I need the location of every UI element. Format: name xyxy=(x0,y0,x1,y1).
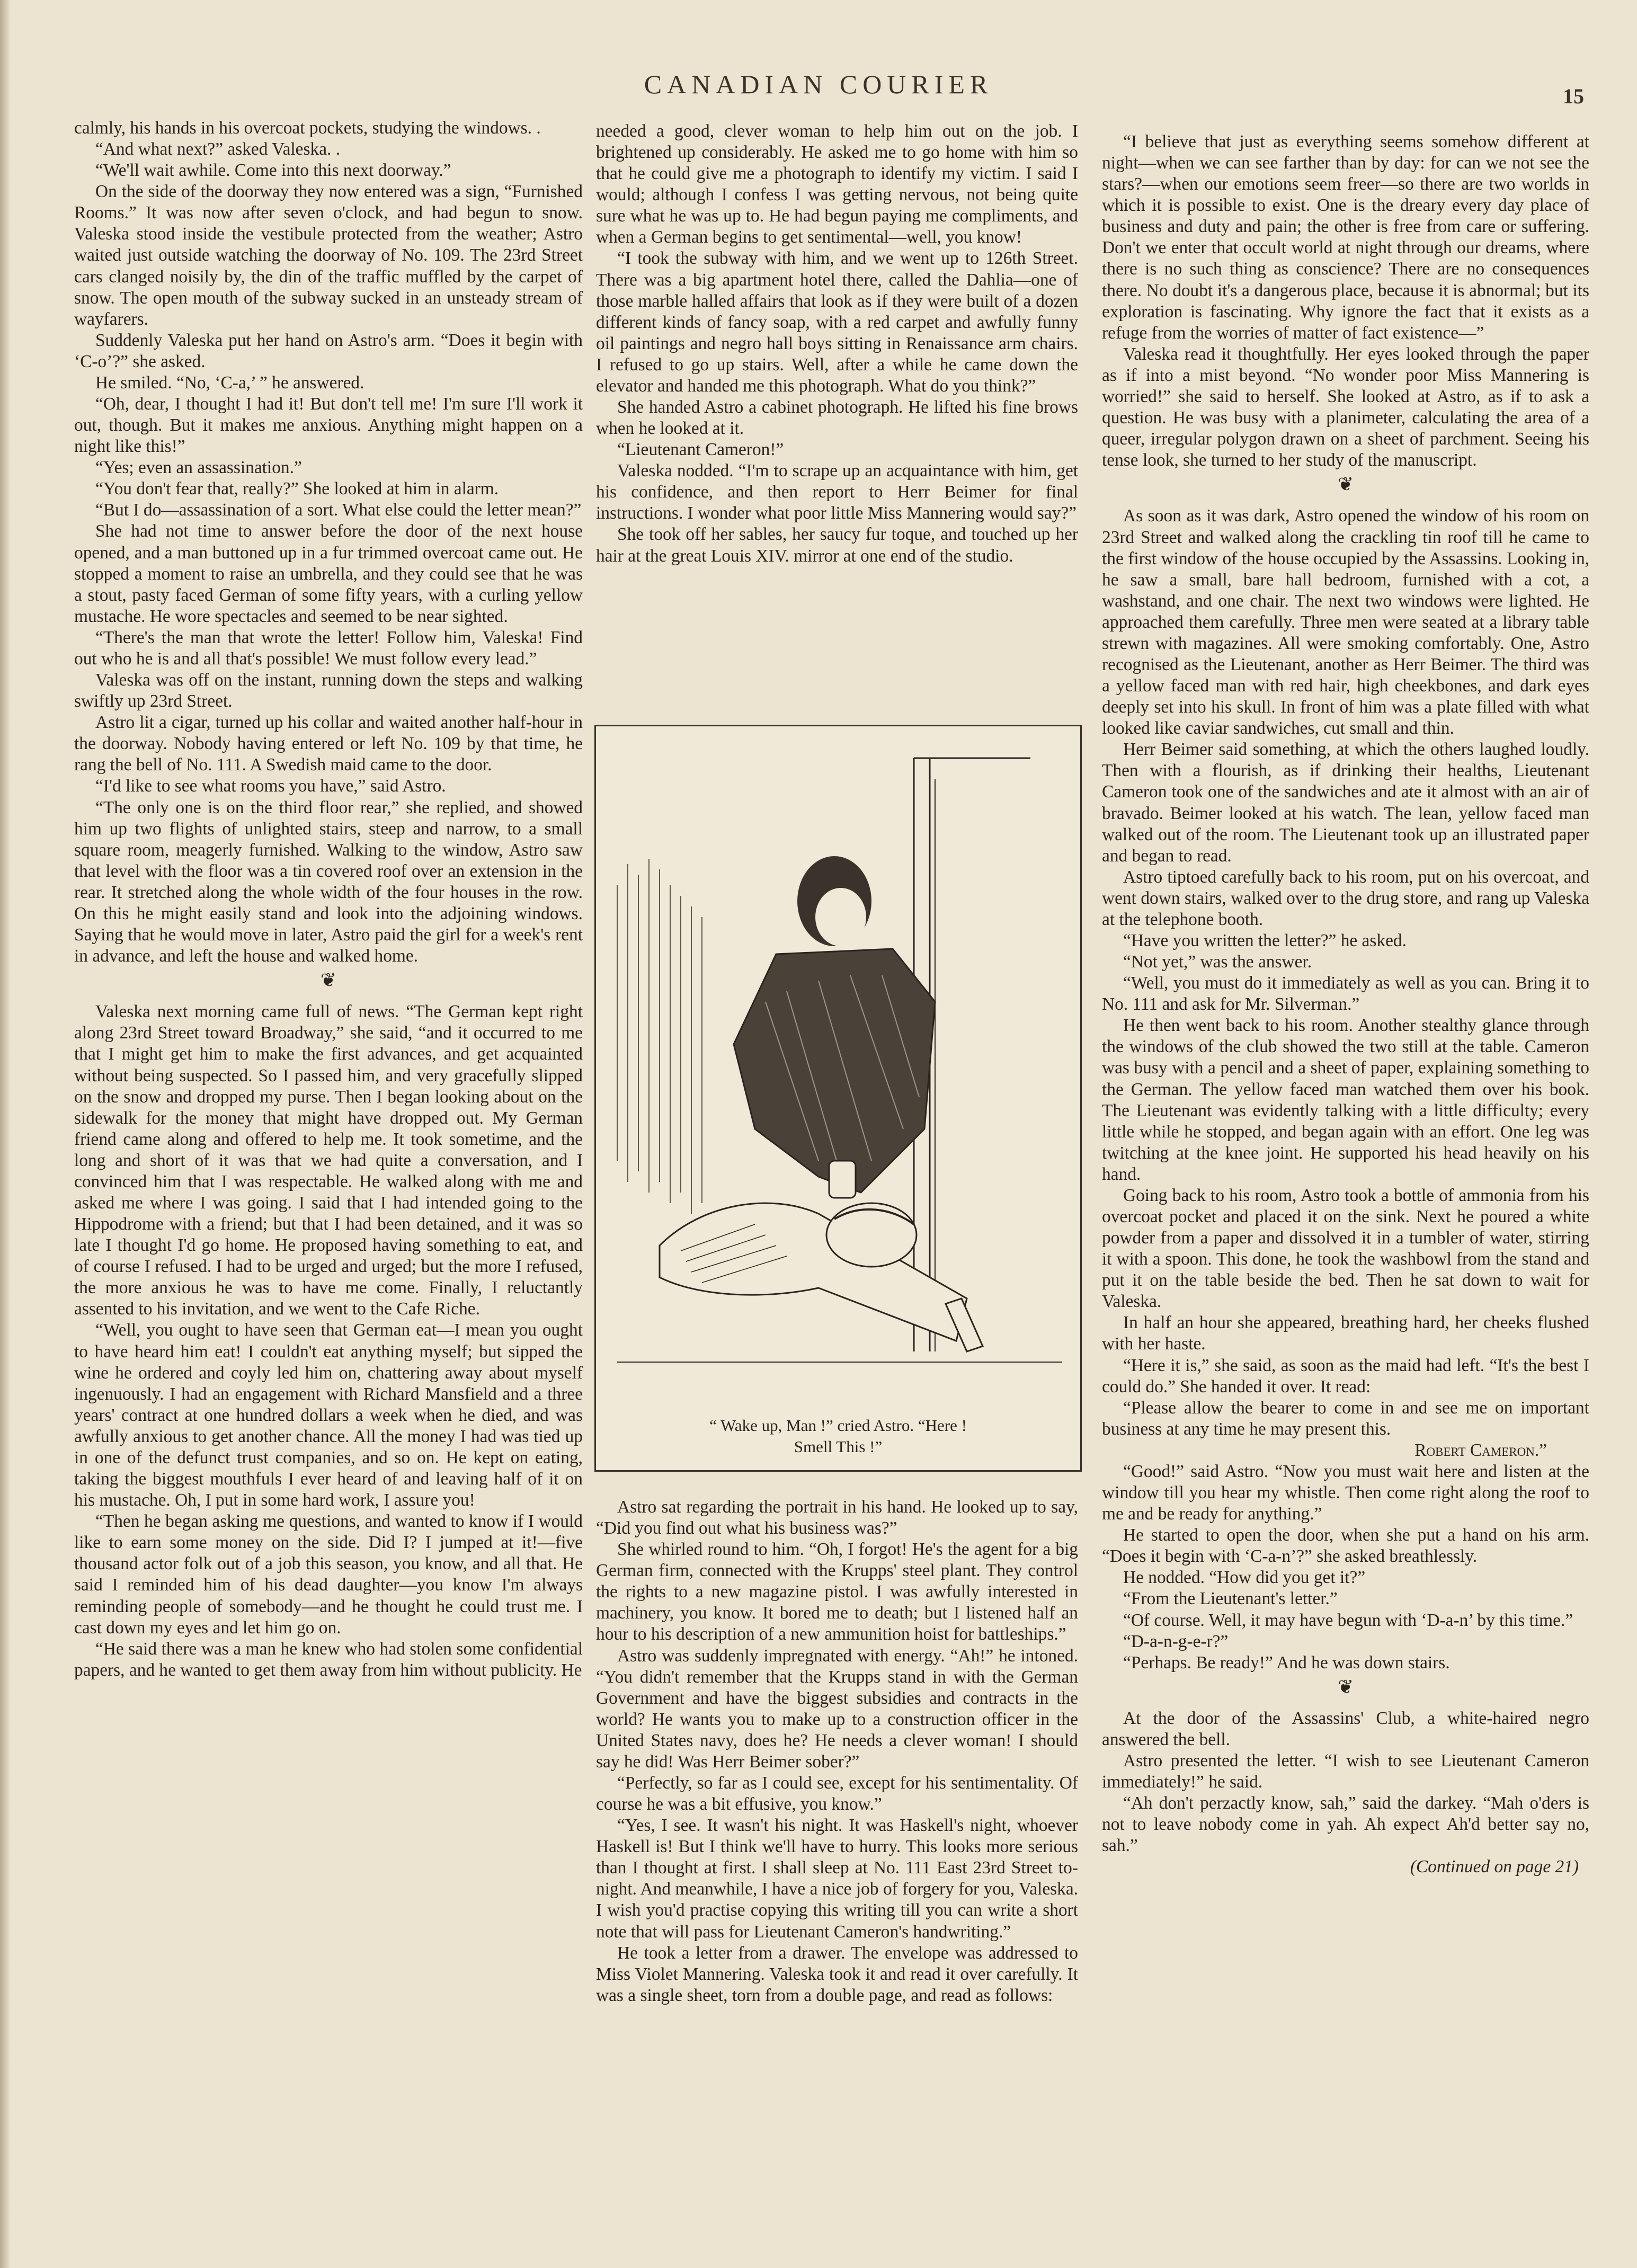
paragraph: “I took the subway with him, and we went up to 126th Street. There was a big apartment hotel there, called the Dahlia—one of those marble halled affairs that look as if they were built of a dozen different kinds of fancy soap, with a red carpet and awfully funny oil paintings and negro hall boys sitting in Renaissance arm chairs. I refused to go up stairs. Well, after a while he came down the elevator and handed me this photograph. What do you think?” xyxy=(596,248,1078,396)
caption-line: Smell This !” xyxy=(794,1437,883,1456)
paragraph: He smiled. “No, ‘C-a,’ ” he answered. xyxy=(95,372,364,393)
paragraph: “Then he began asking me questions, and wanted to know if I would like to earn some money on the side. Did I? I jumped at it!—five thousand actor folk out of a job this season, you know, and all that. He said I reminded him of his dead daughter—you know I'm always reminding people of somebody—and he thought he could trust me. I cast down my eyes and let him go on. xyxy=(74,1511,583,1638)
paragraph: “I'd like to see what rooms you have,” said Astro. xyxy=(95,776,446,796)
caption-line: “ Wake up, Man !” cried Astro. “Here ! xyxy=(709,1416,967,1435)
paragraph: She took off her sables, her saucy fur toque, and touched up her hair at the great Louis XIV. mirror at one end of the studio. xyxy=(596,524,1078,566)
illustration-drawing xyxy=(596,726,1080,1410)
page-edge-shadow xyxy=(0,0,11,2268)
paragraph: “Have you written the letter?” he asked. xyxy=(1123,931,1407,950)
paragraph: Valeska was off on the instant, running down the steps and walking swiftly up 23rd Street. xyxy=(74,670,583,711)
column-3 xyxy=(1102,131,1589,2182)
paragraph: “Not yet,” was the answer. xyxy=(1123,952,1312,972)
paragraph: “He said there was a man he knew who had stolen some confidential papers, and he wanted to get them away from him without publicity. He xyxy=(74,1639,583,1680)
paragraph: “Here it is,” she said, as soon as the maid had left. “It's the best I could do.” She handed it over. It read: xyxy=(1102,1355,1589,1397)
paragraph: He nodded. “How did you get it?” xyxy=(1123,1568,1366,1588)
paragraph: Valeska read it thoughtfully. Her eyes looked through the paper as if into a mist beyond. “No wonder poor Miss Mannering is worried!” she said to herself. She looked at Astro, as if to ask a question. He was busy with a planimeter, calculating the area of a queer, irregular polygon drawn on a sheet of parchment. Seeing his tense look, she turned to her study of the manuscript. xyxy=(1102,344,1589,470)
column-2-top xyxy=(596,121,1078,693)
section-ornament: ❦ xyxy=(320,970,337,991)
paragraph: Herr Beimer said something, at which the others laughed loudly. Then with a flourish, as if drinking their healths, Lieutenant Cameron took one of the sandwiches and ate it almost with an air of bravado. Beimer looked at his watch. The lean, yellow faced man walked out of the room. The Lieutenant took up an illustrated paper and began to read. xyxy=(1102,740,1589,866)
paragraph: “Well, you must do it immediately as well as you can. Bring it to No. 111 and ask for Mr. Silverman.” xyxy=(1102,973,1589,1015)
paragraph: Suddenly Valeska put her hand on Astro's arm. “Does it begin with ‘C-o’?” she asked. xyxy=(74,330,583,371)
paragraph: Astro tiptoed carefully back to his room, put on his overcoat, and went down stairs, walked over to the drug store, and rang up Valeska at the telephone booth. xyxy=(1102,867,1589,929)
paragraph: “There's the man that wrote the letter! Follow him, Valeska! Find out who he is and all that's possible! We must follow every lead.” xyxy=(74,627,583,669)
paragraph: “Yes; even an assassination.” xyxy=(95,458,302,478)
paragraph: “Please allow the bearer to come in and see me on important business at any time he may present this. xyxy=(1102,1398,1589,1439)
masthead: CANADIAN COURIER xyxy=(644,69,993,99)
paragraph: In half an hour she appeared, breathing hard, her cheeks flushed with her haste. xyxy=(1102,1313,1589,1354)
paragraph: “Of course. Well, it may have begun with ‘D-a-n’ by this time.” xyxy=(1123,1610,1573,1630)
paragraph: “I believe that just as everything seems somehow different at night—when we can see farther than by day: for can we not see the stars?—when our emotions seem freer—so there are two worlds in which it is possible to exist. One is the dreary every day place of business and duty and pain; the other is free from care or suffering. Don't we enter that occult world at night through our dreams, where there is no such thing as conscience? There are no consequences there. No doubt it's a dangerous place, because it is abnormal; but its exploration is fascinating. Why ignore the fact that it exists as a refuge from the worries of matter of fact existence—” xyxy=(1102,132,1589,343)
paragraph: “Good!” said Astro. “Now you must wait here and listen at the window till you hear my whistle. Then come right along the roof to me and be ready for anything.” xyxy=(1102,1461,1589,1524)
section-ornament: ❦ xyxy=(1337,474,1354,495)
paragraph: Valeska nodded. “I'm to scrape up an acquaintance with him, get his confidence, and then report to Herr Beimer for final instructions. I wonder what poor little Miss Mannering would say?” xyxy=(596,461,1078,523)
paragraph: “And what next?” asked Valeska. . xyxy=(95,139,341,159)
section-ornament: ❦ xyxy=(1337,1676,1354,1697)
paragraph: On the side of the doorway they now entered was a sign, “Furnished Rooms.” It was now after seven o'clock, and had begun to snow. Valeska stood inside the vestibule protected from the weather; Astro waited just outside watching the doorway of No. 109. The 23rd Street cars clanged noisily by, the din of the traffic muffled by the carpet of snow. The open mouth of the subway sucked in an unsteady stream of wayfarers. xyxy=(74,182,583,329)
paragraph: He then went back to his room. Another stealthy glance through the windows of the club showed the two still at the table. Cameron was busy with a pencil and a sheet of paper, explaining something to the German. The yellow faced man watched them over his book. The Lieutenant was evidently talking with a little difficulty; every little while he stopped, and began again with an effort. One leg was twitching at the knee joint. He supported his head heavily on his hand. xyxy=(1102,1016,1589,1184)
paragraph: “Perfectly, so far as I could see, except for his sentimentality. Of course he was a bit effusive, you know.” xyxy=(596,1773,1078,1815)
letter-signature: Robert Cameron.” xyxy=(1414,1440,1547,1460)
paragraph: He took a letter from a drawer. The envelope was addressed to Miss Violet Mannering. Valeska took it and read it over carefully. It was a single sheet, torn from a double page, and read as follows: xyxy=(596,1943,1078,2005)
paragraph: She had not time to answer before the door of the next house opened, and a man buttoned up in a fur trimmed overcoat came out. He stopped a moment to raise an umbrella, and they could see that he was a stout, pasty faced German of some fifty years, with a curling yellow mustache. He wore spectacles and seemed to be near sighted. xyxy=(74,521,583,626)
paragraph: needed a good, clever woman to help him out on the job. I brightened up considerably. He asked me to go home with him so that he could give me a photograph to identify my victim. I said I would; although I confess I was getting nervous, not being quite sure what he was up to. He had begun paying me compliments, and when a German begins to get sentimental—well, you know! xyxy=(596,121,1078,247)
paragraph: “From the Lieutenant's letter.” xyxy=(1123,1589,1338,1609)
paragraph: “We'll wait awhile. Come into this next doorway.” xyxy=(95,161,451,181)
paragraph: Astro was suddenly impregnated with energy. “Ah!” he intoned. “You didn't remember that the Krupps stand in with the German Government and have the biggest subsidies and contracts in the world? He wants you to make up to a construction officer in the United States navy, does he? He needs a clever woman! I should say he did! Was Herr Beimer sober?” xyxy=(596,1646,1078,1772)
paragraph: “D-a-n-g-e-r?” xyxy=(1123,1631,1229,1651)
paragraph: As soon as it was dark, Astro opened the window of his room on 23rd Street and walked along the crackling tin roof till he came to the first window of the house occupied by the Assassins. Looking in, he saw a small, bare hall bedroom, furnished with a cot, a washstand, and one chair. The next two windows were lighted. He approached them carefully. Three men were seated at a library table strewn with magazines. All were smoking comfortably. One, Astro recognised as the Lieutenant, another as Herr Beimer. The third was a yellow faced man with red hair, high cheekbones, and dark eyes deeply set into his skull. In front of him was a plate filled with what looked like caviar sandwiches, cut small and thin. xyxy=(1102,506,1589,739)
paragraph: At the door of the Assassins' Club, a white-haired negro answered the bell. xyxy=(1102,1708,1589,1749)
paragraph: He started to open the door, when she put a hand on his arm. “Does it begin with ‘C-a-n’?” she asked breathlessly. xyxy=(1102,1525,1589,1567)
paragraph: Astro presented the letter. “I wish to see Lieutenant Cameron immediately!” he said. xyxy=(1102,1751,1589,1792)
paragraph: “But I do—assassination of a sort. What else could the letter mean?” xyxy=(95,500,582,520)
paragraph: “Lieutenant Cameron!” xyxy=(617,440,784,460)
paragraph: She handed Astro a cabinet photograph. He lifted his fine brows when he looked at it. xyxy=(596,397,1078,439)
paragraph: Going back to his room, Astro took a bottle of ammonia from his overcoat pocket and placed it on the sink. Next he poured a white powder from a paper and dissolved it in a tumbler of water, stirring it with a spoon. This done, he took the washbowl from the stand and put it on the table beside the bed. Then he sat down to wait for Valeska. xyxy=(1102,1185,1589,1312)
paragraph: Valeska next morning came full of news. “The German kept right along 23rd Street toward Broadway,” she said, “and it occurred to me that I might get him to make the first advances, and get acquainted without being suspected. So I passed him, and very gracefully slipped on the snow and dropped my purse. Then I began looking about on the sidewalk for the money that might have dropped out. My German friend came along and offered to help me. It took sometime, and the long and short of it was that we had quite a conversation, and I convinced him that I was respectable. He walked along with me and asked me where I was going. I said that I had intended going to the Hippodrome with a friend; but that I had been detained, and it was so late I thought I'd go home. He proposed having something to eat, and of course I refused. I had to be urged and urged; but the more I refused, the more anxious he was to have me come. Finally, I reluctantly assented to his invitation, and we went to the Cafe Riche. xyxy=(74,1002,583,1319)
continued-notice: (Continued on page 21) xyxy=(1410,1857,1579,1877)
paragraph: “The only one is on the third floor rear,” she replied, and showed him up two flights of unlighted stairs, steep and narrow, to a small square room, meagerly furnished. Walking to the window, Astro saw that level with the floor was a tin covered roof over an extension in the rear. It stretched along the whole width of the four houses in the row. On this he might easily stand and look into the adjoining windows. Saying that he would move in later, Astro paid the girl for a week's rent in advance, and left the house and walked home. xyxy=(74,797,583,966)
paragraph: “Yes, I see. It wasn't his night. It was Haskell's night, whoever Haskell is! But I think we'll have to hurry. This looks more serious than I thought at first. I shall sleep at No. 111 East 23rd Street to-night. And meanwhile, I have a nice job of forgery for you, Valeska. I wish you'd practise copying this writing till you can write a short note that will pass for Lieutenant Cameron's handwriting.” xyxy=(596,1816,1078,1942)
paragraph: Astro lit a cigar, turned up his collar and waited another half-hour in the doorway. Nobody having entered or left No. 109 by that time, he rang the bell of No. 111. A Swedish maid came to the door. xyxy=(74,713,583,775)
paragraph: calmly, his hands in his overcoat pockets, studying the windows. . xyxy=(74,118,541,138)
paragraph: She whirled round to him. “Oh, I forgot! He's the agent for a big German firm, connected with the Krupps' steel plant. They control the rights to a new magazine pistol. I was awfully interested in machinery, you know. It bored me to death; but I listened half an hour to his description of a new ammunition hoist for battleships.” xyxy=(596,1540,1078,1644)
story-illustration xyxy=(594,725,1082,1472)
page-number: 15 xyxy=(1563,84,1584,108)
paragraph: “Ah don't perzactly know, sah,” said the darkey. “Mah o'ders is not to leave nobody come in yah. Ah expect Ah'd better say no, sah.” xyxy=(1102,1793,1589,1856)
illustration-caption xyxy=(596,1415,1080,1458)
paragraph: Astro sat regarding the portrait in his hand. He looked up to say, “Did you find out what his business was?” xyxy=(596,1497,1078,1538)
column-1 xyxy=(74,118,583,2221)
paragraph: “Perhaps. Be ready!” And he was down stairs. xyxy=(1123,1652,1450,1673)
paragraph: “Well, you ought to have seen that German eat—I mean you ought to have heard him eat! I couldn't eat anything myself; but sipped the wine he ordered and coyly led him on, chattering away about myself ingenuously. I had an engagement with Richard Mansfield and a three years' contract at one hundred dollars a week when he died, and was awfully anxious to get another chance. All the money I had was tied up in one of the defunct trust companies, and so on. He kept on eating, taking the biggest mouthfuls I ever heard of and leaving half of it on his mustache. Oh, I put in some hard work, I assure you! xyxy=(74,1320,583,1510)
paragraph: “You don't fear that, really?” She looked at him in alarm. xyxy=(95,479,499,499)
paragraph: “Oh, dear, I thought I had it! But don't tell me! I'm sure I'll work it out, though. But it makes me anxious. Anything might happen on a night like this!” xyxy=(74,394,583,457)
column-2-bottom xyxy=(596,1497,1078,2188)
